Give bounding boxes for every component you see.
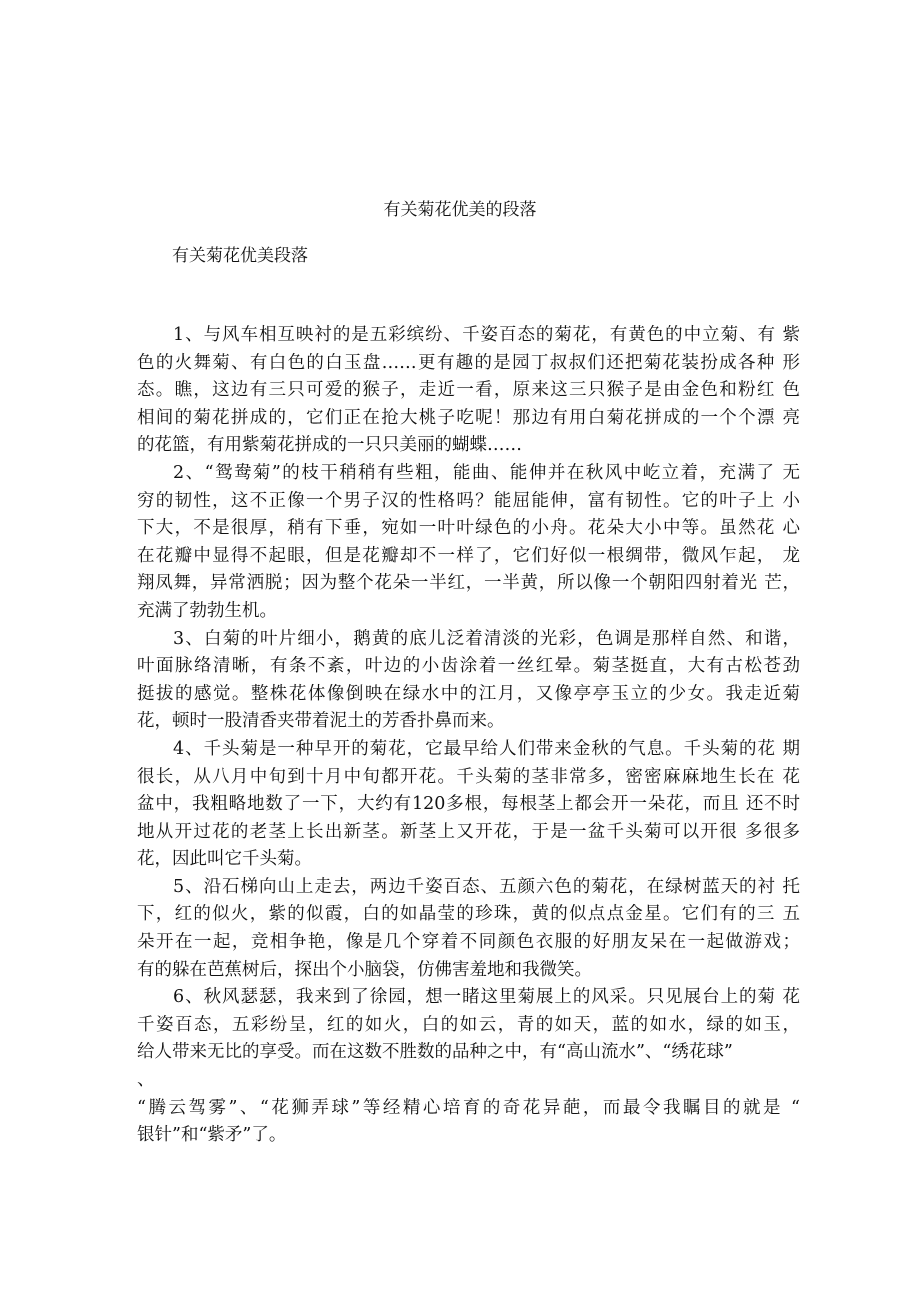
text-line: 4、千头菊是一种早开的菊花，它最早给人们带来金秋的气息。千头菊的花 期: [173, 738, 800, 759]
paragraph-3: [137, 626, 800, 736]
text-line: 很长，从八月中旬到十月中旬都开花。千头菊的茎非常多，密密麻麻地生长在 花: [137, 766, 800, 787]
text-line: 地从开过花的老茎上长出新茎。新茎上又开花，于是一盆千头菊可以开很 多很多: [137, 821, 800, 842]
text-line: 有的躲在芭蕉树后，探出个小脑袋，仿佛害羞地和我微笑。: [137, 959, 592, 980]
text-line: 叶面脉络清晰，有条不紊，叶边的小齿涂着一丝红晕。菊茎挺直，大有古松苍劲: [137, 656, 800, 677]
paragraph-2: [137, 460, 800, 626]
text-line: 千姿百态，五彩纷呈，红的如火，白的如云，青的如天，蓝的如水，绿的如玉，: [137, 1014, 800, 1035]
text-line: 5、沿石梯向山上走去，两边千姿百态、五颜六色的菊花，在绿树蓝天的衬 托: [173, 876, 800, 897]
text-line: 盆中，我粗略地数了一下，大约有120多根，每根茎上都会开一朵花，而且 还不时: [137, 794, 800, 815]
text-line: 的花篮，有用紫菊花拼成的一只只美丽的蝴蝶……: [137, 435, 522, 456]
text-line: 银针”和“紫矛”了。: [137, 1125, 287, 1146]
paragraph-6: [137, 984, 800, 1150]
paragraph-4: [137, 736, 800, 874]
text-line: 1、与风车相互映衬的是五彩缤纷、千姿百态的菊花，有黄色的中立菊、有 紫: [173, 325, 800, 345]
document-subtitle: 有关菊花优美段落: [172, 246, 308, 266]
text-line: 挺拔的感觉。整株花体像倒映在绿水中的江月，又像亭亭玉立的少女。我走近菊: [137, 683, 800, 704]
text-line: 3、白菊的叶片细小，鹅黄的底儿泛着清淡的光彩，色调是那样自然、和谐，: [173, 628, 800, 649]
text-line: 2、“鸳鸯菊”的枝干稍稍有些粗，能曲、能伸并在秋风中屹立着，充满了 无: [173, 462, 800, 483]
paragraph-5: [137, 874, 800, 984]
text-line: 在花瓣中显得不起眼，但是花瓣却不一样了，它们好似一根绸带，微风乍起， 龙: [137, 545, 800, 566]
text-line: 态。瞧，这边有三只可爱的猴子，走近一看，原来这三只猴子是由金色和粉红 色: [137, 380, 800, 401]
document-body: [137, 322, 800, 1150]
text-line: 给人带来无比的享受。而在这数不胜数的品种之中，有“高山流水”、“绣花球”: [137, 1042, 733, 1063]
text-line: 相间的菊花拼成的，它们正在抢大桃子吃呢！那边有用白菊花拼成的一个个漂 亮: [137, 407, 800, 428]
text-line: 6、秋风瑟瑟，我来到了徐园，想一睹这里菊展上的风采。只见展台上的菊 花: [173, 987, 800, 1008]
text-line: “腾云驾雾”、“花狮弄球”等经精心培育的奇花异葩，而最令我瞩目的就是 “: [137, 1097, 800, 1118]
text-line: 翔凤舞，异常洒脱；因为整个花朵一半红，一半黄，所以像一个朝阳四射着光 芒，: [137, 573, 800, 594]
text-line: 下，红的似火，紫的似霞，白的如晶莹的珍珠，黄的似点点金星。它们有的三 五: [137, 904, 800, 925]
text-line: 朵开在一起，竞相争艳，像是几个穿着不同颜色衣服的好朋友呆在一起做游戏；: [137, 932, 800, 953]
paragraph-1: [137, 322, 800, 460]
text-line: 色的火舞菊、有白色的白玉盘……更有趣的是园丁叔叔们还把菊花装扮成各种 形: [137, 352, 800, 373]
text-line: 花，因此叫它千头菊。: [137, 849, 312, 870]
document-title: 有关菊花优美的段落: [383, 200, 537, 220]
text-line: 、: [137, 1070, 155, 1091]
text-line: 充满了勃勃生机。: [137, 600, 277, 621]
text-line: 穷的韧性，这不正像一个男子汉的性格吗？能屈能伸，富有韧性。它的叶子上 小: [137, 490, 800, 511]
text-line: 下大，不是很厚，稍有下垂，宛如一叶叶绿色的小舟。花朵大小中等。虽然花 心: [137, 518, 800, 539]
text-line: 花，顿时一股清香夹带着泥土的芳香扑鼻而来。: [137, 711, 505, 732]
